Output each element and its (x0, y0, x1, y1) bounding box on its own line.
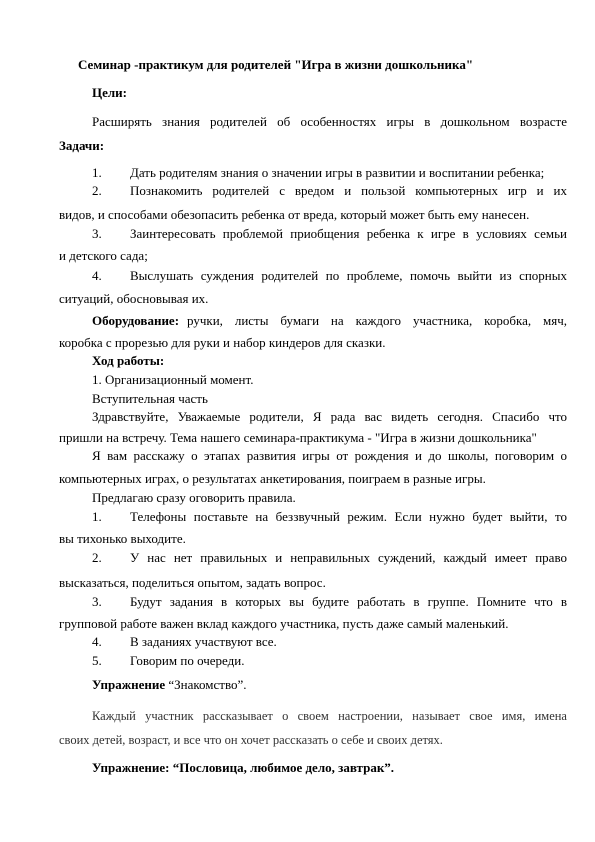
task-item-3 (92, 226, 567, 242)
greeting-line-2: пришли на встречу. Тема нашего семинара-практикума - "Игра в жизни дошкольника" (59, 430, 537, 445)
task-item-4-continued: ситуаций, обосновывая их. (59, 291, 209, 306)
rule-item-1 (92, 509, 567, 525)
task-text: Познакомить родителей с вредом и пользой компьютерных игр и их (130, 183, 567, 198)
equipment-line-2: коробка с прорезью для руки и набор киндеров для сказки. (59, 335, 386, 350)
rule-number: 5. (92, 653, 102, 668)
exercise-1-name: “Знакомство”. (168, 677, 247, 692)
task-item-2 (92, 183, 567, 199)
rule-item-4 (92, 634, 277, 650)
rule-text: Телефоны поставьте на беззвучный режим. Если нужно будет выйти, то (130, 509, 567, 524)
exercise-2-heading: Упражнение: “Пословица, любимое дело, завтрак”. (92, 760, 395, 775)
rule-text: В заданиях участвуют все. (130, 634, 277, 649)
tasks-heading: Задачи: (59, 138, 105, 153)
goals-text: Расширять знания родителей об особенностях игры в дошкольном возрасте (92, 114, 567, 129)
rule-item-3 (92, 594, 567, 610)
equipment-line (92, 313, 567, 329)
rule-item-2 (92, 550, 567, 566)
document-title: Семинар -практикум для родителей "Игра в жизни дошкольника" (78, 57, 474, 72)
task-item-2-continued: видов, и способами обезопасить ребенка от вреда, который может быть ему нанесен. (59, 207, 530, 222)
org-moment: 1. Организационный момент. (92, 372, 254, 387)
rule-text: У нас нет правильных и неправильных суждений, каждый имеет право (130, 550, 567, 565)
rule-text: Будут задания в которых вы будите работать в группе. Помните что в (130, 594, 567, 609)
task-number: 3. (92, 226, 102, 241)
task-number: 1. (92, 165, 102, 180)
task-text: Заинтересовать проблемой приобщения ребенка к игре в условиях семьи (130, 226, 567, 241)
rule-item-2-continued: высказаться, поделиться опытом, задать вопрос. (59, 575, 326, 590)
greeting-line-1: Здравствуйте, Уважаемые родители, Я рада вас видеть сегодня. Спасибо что (92, 409, 567, 424)
rule-number: 4. (92, 634, 102, 649)
task-number: 2. (92, 183, 102, 198)
task-number: 4. (92, 268, 102, 283)
task-item-1 (92, 165, 544, 181)
rule-number: 3. (92, 594, 102, 609)
rules-intro: Предлагаю сразу оговорить правила. (92, 490, 296, 505)
workflow-heading: Ход работы: (92, 353, 165, 368)
rule-item-5 (92, 653, 244, 669)
goals-heading: Цели: (92, 85, 127, 100)
story-line-2: компьютерных играх, о результатах анкетирования, поиграем в разные игры. (59, 471, 486, 486)
equipment-label: Оборудование: (92, 313, 180, 328)
rule-item-3-continued: групповой работе важен вклад каждого участника, пусть даже самый маленький. (59, 616, 509, 631)
task-text: Выслушать суждения родителей по проблеме, помочь выйти из спорных (130, 268, 567, 283)
task-item-4 (92, 268, 567, 284)
rule-text: Говорим по очереди. (130, 653, 245, 668)
rule-number: 1. (92, 509, 102, 524)
exercise-1-line-2: своих детей, возраст, и все что он хочет рассказать о себе и своих детях. (59, 733, 443, 747)
equipment-text: ручки, листы бумаги на каждого участника, коробка, мяч, (187, 313, 567, 328)
story-line-1: Я вам расскажу о этапах развития игры от рождения и до школы, поговорим о (92, 448, 567, 463)
task-text: Дать родителям знания о значении игры в развитии и воспитании ребенка; (130, 165, 545, 180)
exercise-1-line-1: Каждый участник рассказывает о своем настроении, называет свое имя, имена (92, 709, 567, 723)
intro-part: Вступительная часть (92, 391, 208, 406)
task-item-3-continued: и детского сада; (59, 248, 148, 263)
exercise-1-label: Упражнение (92, 677, 166, 692)
exercise-1-heading (92, 677, 247, 693)
rule-item-1-continued: вы тихонько выходите. (59, 531, 186, 546)
rule-number: 2. (92, 550, 102, 565)
